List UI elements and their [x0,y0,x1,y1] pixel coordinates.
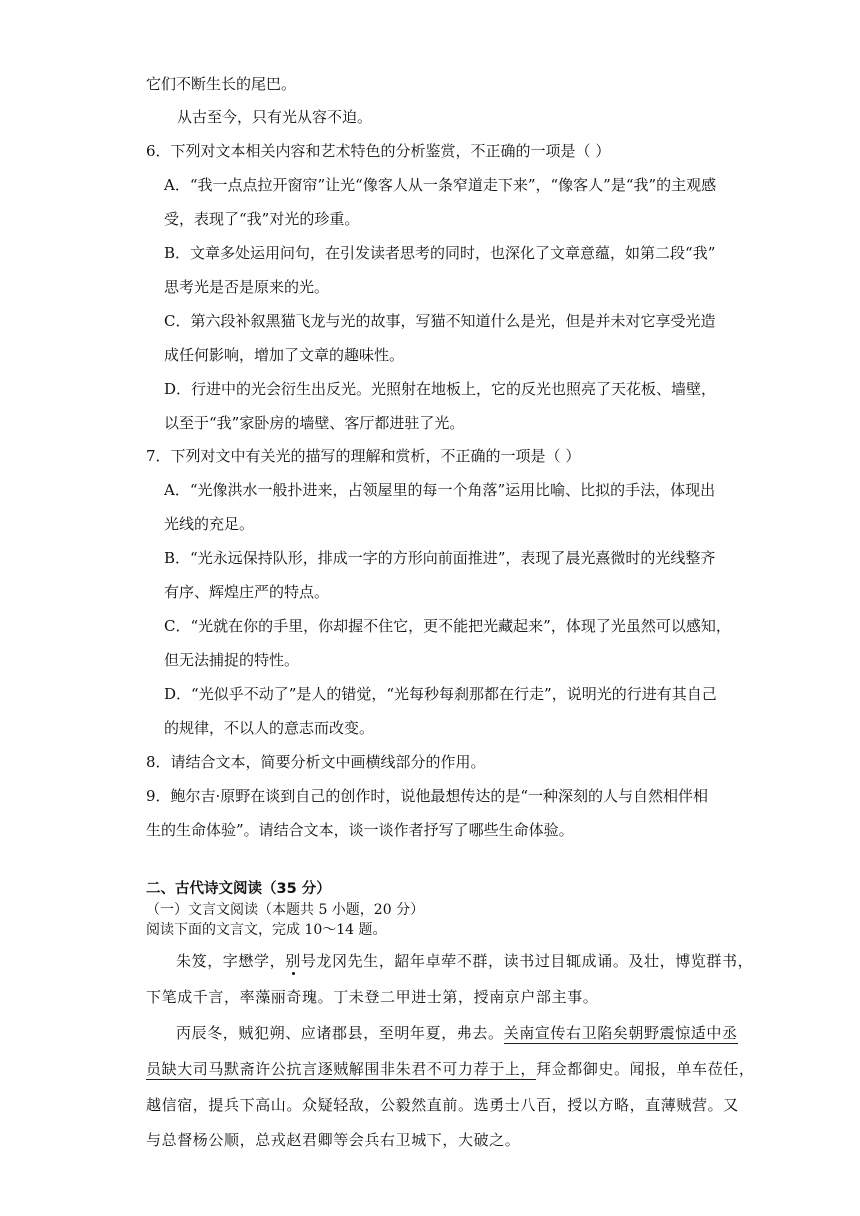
q7-option-c-line-2: 但无法捕捉的特性。 [164,651,300,669]
q7-option-c-line-1: C．“光就在你的手里，你却握不住它，更不能把光藏起来”，体现了光虽然可以感知， [164,617,731,635]
prev-text-line-2: 从古至今，只有光从容不迫。 [177,108,373,126]
q7-option-b-line-1: B．“光永远保持队形，排成一字的方形向前面推进”，表现了晨光熹微时的光线整齐 [164,549,716,567]
prev-text-line-1: 它们不断生长的尾巴。 [146,75,297,93]
q9-line-2: 生的生命体验”。请结合文本，谈一谈作者抒写了哪些生命体验。 [146,821,574,839]
classical-text-segment: 朱笈，字懋学， [176,952,286,970]
q7-option-d-line-1: D．“光似乎不动了”是人的错觉，“光每秒每刹那都在行走”，说明光的行进有其自己 [164,685,717,703]
q7-option-a-line-2: 光线的充足。 [164,515,255,533]
classical-para-1-line-1 [176,951,753,971]
q6-option-b-line-1: B．文章多处运用问句，在引发读者思考的同时，也深化了文章意蕴，如第二段“我” [164,244,716,262]
underlined-sentence: 关南宣传右卫陷矣朝野震惊适中丞 [503,1024,738,1042]
classical-text-segment: 拜佥都御史。闻报，单车莅任， [536,1060,755,1078]
underlined-sentence: 员缺大司马默斋许公抗言逐贼解围非朱君不可力荐于上， [146,1060,537,1078]
q6-option-c-line-1: C．第六段补叙黑猫飞龙与光的故事，写猫不知道什么是光，但是并未对它享受光造 [164,312,716,330]
q7-option-d-line-2: 的规律，不以人的意志而改变。 [164,719,375,737]
section-2-subtitle: （一）文言文阅读（本题共 5 小题，20 分） [146,902,425,918]
q7-option-a-line-1: A．“光像洪水一般扑进来，占领屋里的每一个角落”运用比喻、比拟的手法，体现出 [164,481,716,499]
q8-stem: 8．请结合文本，简要分析文中画横线部分的作用。 [146,753,486,771]
classical-text-segment: 丙辰冬，贼犯朔、应诸郡县，至明年夏，弗去。 [176,1024,504,1042]
emphasis-dot-char: 别 [285,952,301,970]
q9-line-1: 9．鲍尔吉·原野在谈到自己的创作时，说他最想传达的是“一种深刻的人与自然相伴相 [146,787,708,805]
q7-stem: 7．下列对文中有关光的描写的理解和赏析，不正确的一项是（ ） [146,447,581,465]
classical-para-2-line-4: 与总督杨公顺，总戎赵君卿等会兵右卫城下，大破之。 [146,1131,521,1149]
q6-option-c-line-2: 成任何影响，增加了文章的趣味性。 [164,346,405,364]
classical-text-segment: 号龙冈先生，龆年卓荦不群，读书过目辄成诵。及壮，博览群书， [300,952,754,970]
section-2-instruction: 阅读下面的文言文，完成 10～14 题。 [146,922,387,938]
classical-para-2-line-1 [176,1023,738,1043]
q7-option-b-line-2: 有序、辉煌庄严的特点。 [164,583,330,601]
classical-para-2-line-3: 越信宿，提兵下高山。众疑轻敌，公毅然直前。选勇士八百，授以方略，直薄贼营。又 [146,1096,739,1114]
section-2-title: 二、古代诗文阅读（35 分） [146,881,331,897]
q6-option-a-line-1: A．“我一点点拉开窗帘”让光“像客人从一条窄道走下来”，“像客人”是“我”的主观感 [164,176,717,194]
classical-para-1-line-2: 下笔成千言，率藻丽奇瑰。丁未登二甲进士第，授南京户部主事。 [146,988,599,1006]
q6-option-d-line-1: D．行进中的光会衍生出反光。光照射在地板上，它的反光也照亮了天花板、墙壁， [164,380,717,398]
classical-para-2-line-2 [146,1059,754,1079]
q6-option-a-line-2: 受，表现了“我”对光的珍重。 [164,210,360,228]
q6-option-b-line-2: 思考光是否是原来的光。 [164,278,330,296]
q6-stem: 6．下列对文本相关内容和艺术特色的分析鉴赏，不正确的一项是（ ） [146,142,611,160]
q6-option-d-line-2: 以至于“我”家卧房的墙壁、客厅都进驻了光。 [164,414,465,432]
